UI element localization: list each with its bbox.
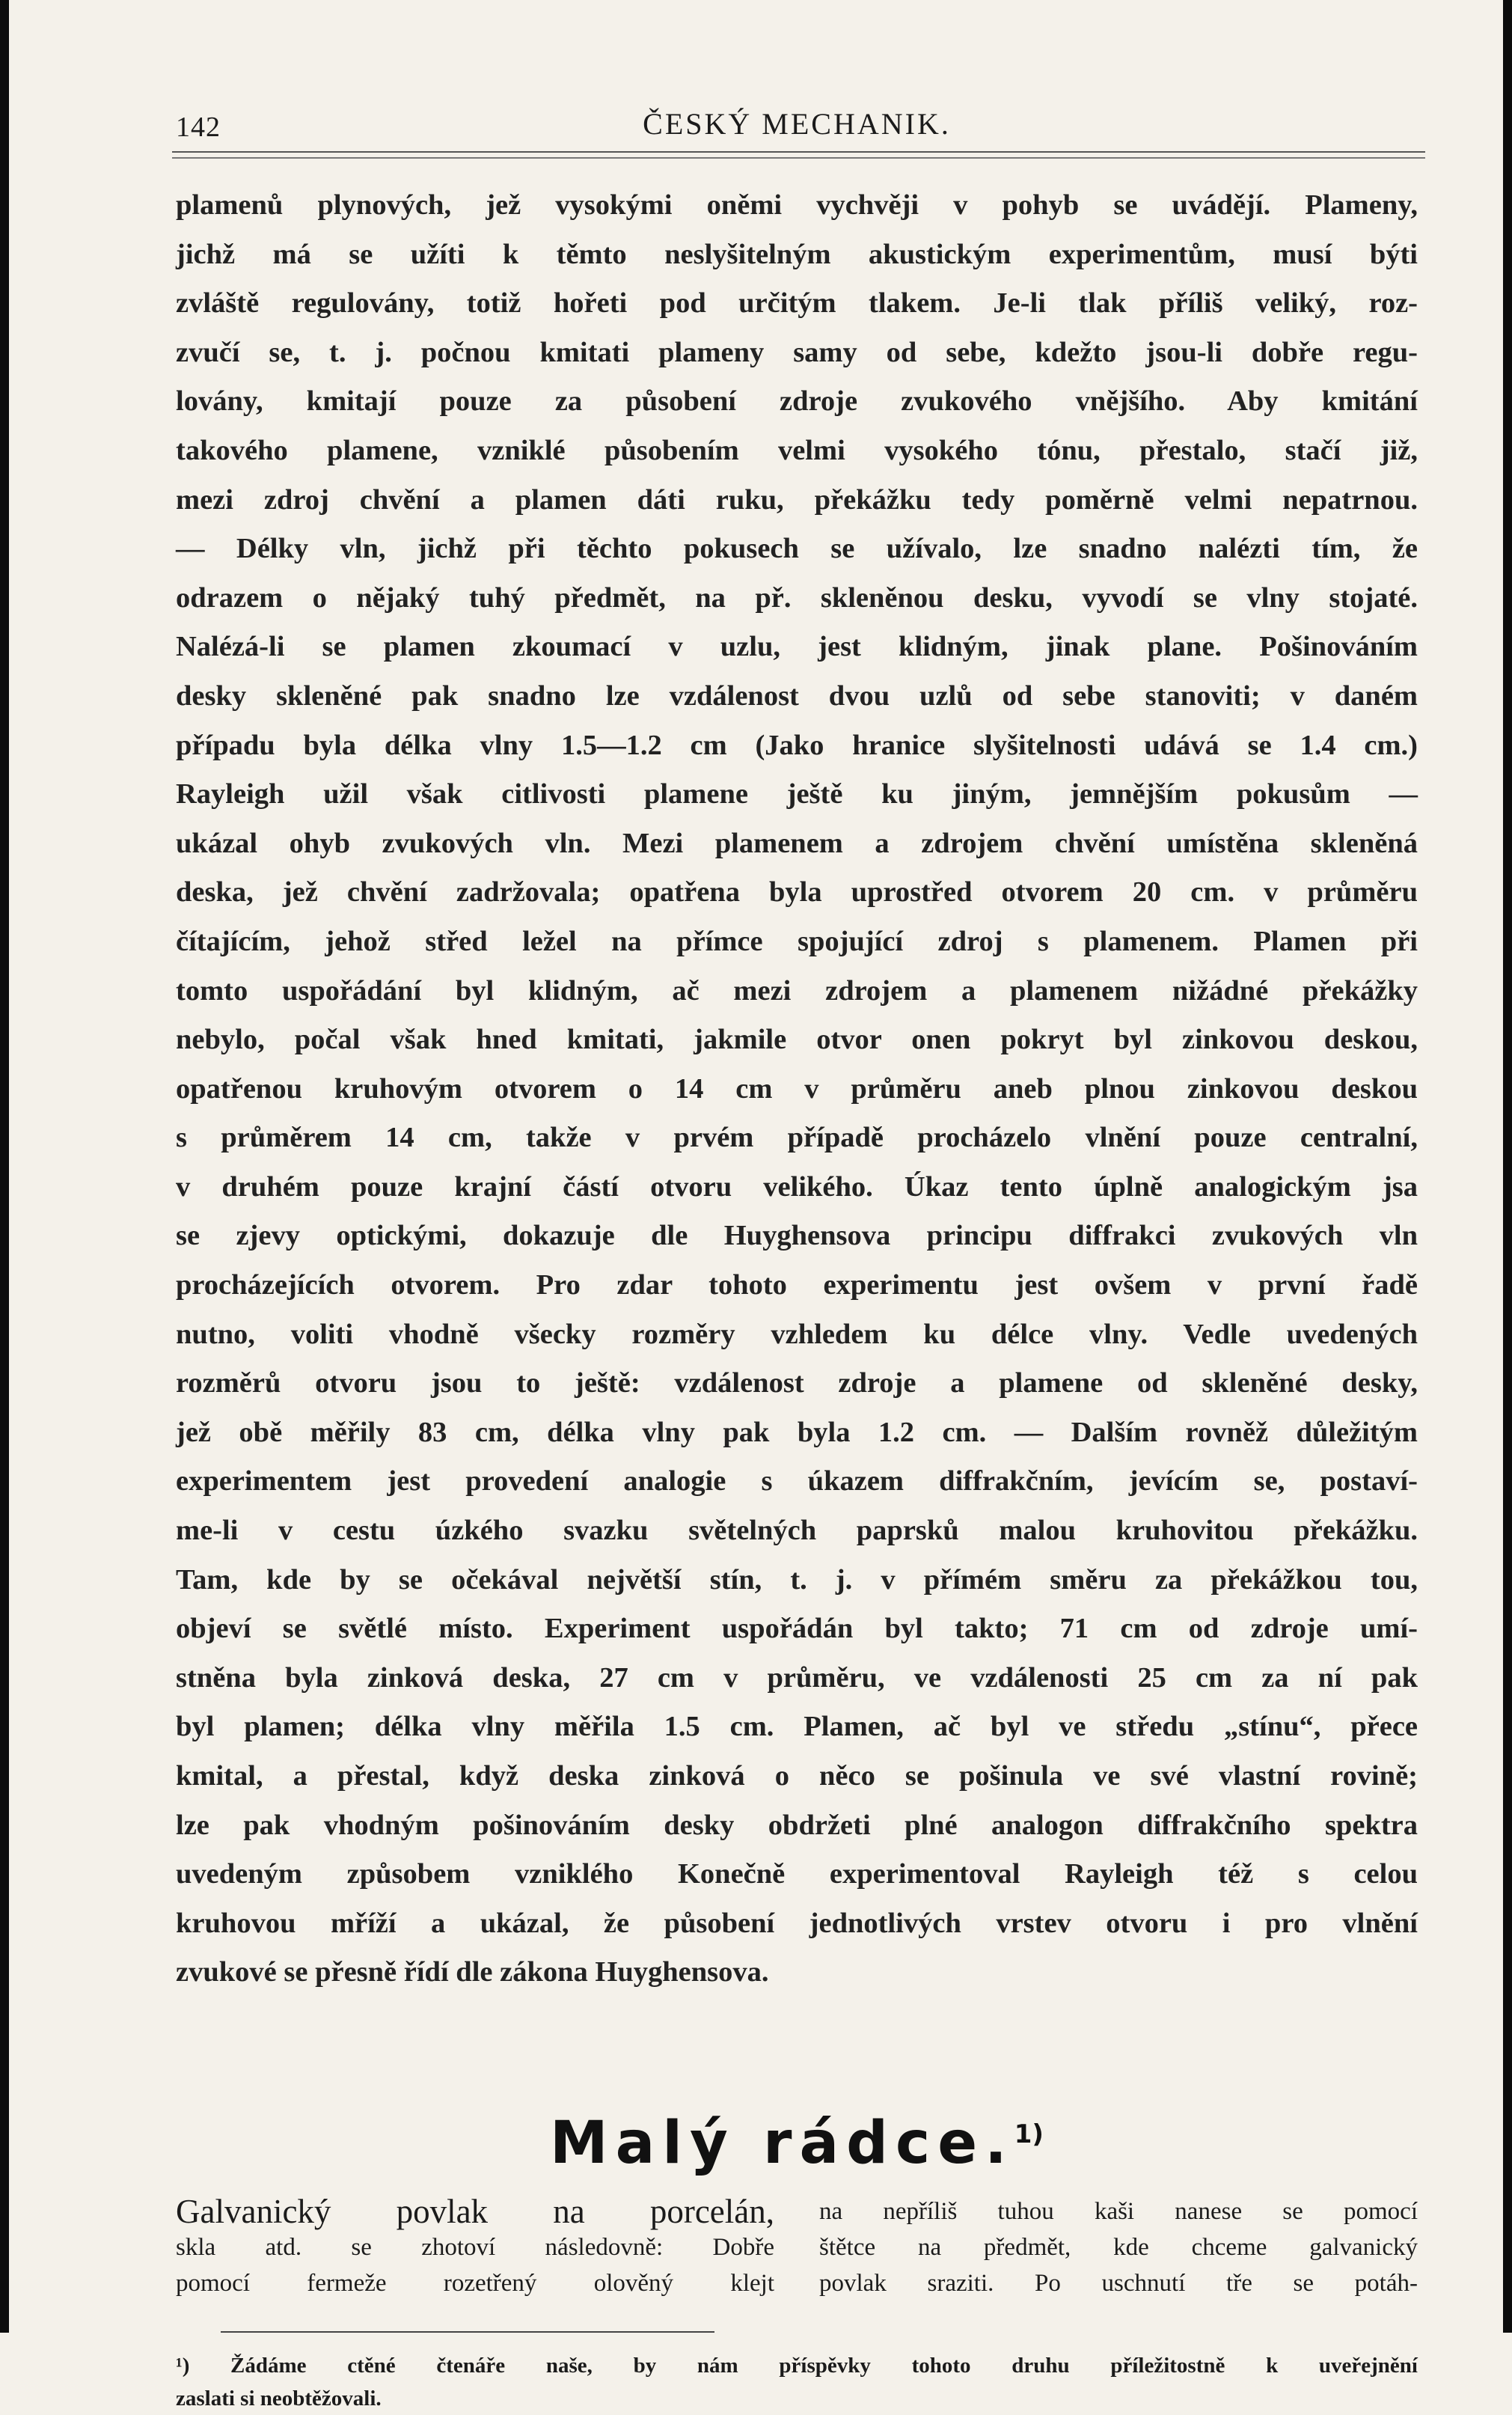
text-line: objeví se světlé místo. Experiment uspořádán byl takto; 71 cm od zdroje umí-	[176, 1613, 1418, 1645]
text-line: odrazem o nějaký tuhý předmět, na př. skleněnou desku, vyvodí se vlny stojaté.	[176, 581, 1418, 614]
text-line: zvučí se, t. j. počnou kmitati plameny samy od sebe, kdežto jsou-li dobře regu-	[176, 336, 1418, 368]
text-line: mezi zdroj chvění a plamen dáti ruku, překážku tedy poměrně velmi nepatrnou.	[176, 483, 1418, 516]
text-line: plamenů plynových, jež vysokými oněmi vychvěji v pohyb se uvádějí. Plameny,	[176, 189, 1418, 221]
running-head	[176, 97, 1418, 150]
header-rule	[172, 151, 1425, 159]
text-line: se zjevy optickými, dokazuje dle Huyghensova principu diffrakci zvukových vln	[176, 1220, 1418, 1252]
text-line: deska, jež chvění zadržovala; opatřena byla uprostřed otvorem 20 cm. v průměru	[176, 876, 1418, 909]
footnote	[176, 2349, 1418, 2415]
text-line: ukázal ohyb zvukových vln. Mezi plamenem a zdrojem chvění umístěna skleněná	[176, 827, 1418, 859]
footnote-line: ¹) Žádáme ctěné čtenáře naše, by nám příspěvky tohoto druhu příležitostně k uveřejnění	[176, 2353, 1418, 2378]
text-line: me-li v cestu úzkého svazku světelných paprsků malou kruhovitou překážku.	[176, 1515, 1418, 1547]
text-line: případu byla délka vlny 1.5—1.2 cm (Jako hranice slyšitelnosti udává se 1.4 cm.)	[176, 729, 1418, 761]
text-line: zvukové se přesně řídí dle zákona Huyghensova.	[176, 1956, 769, 1988]
tip-text-line: na nepříliš tuhou kaši nanese se pomocí	[819, 2197, 1418, 2225]
text-line: — Délky vln, jichž při těchto pokusech se užívalo, lze snadno nalézti tím, že	[176, 533, 1418, 565]
text-line: Tam, kde by se očekával největší stín, t. j. v přímém směru za překážkou tou,	[176, 1563, 1418, 1596]
text-line: lze pak vhodným pošinováním desky obdržeti plné analogon diffrakčního spektra	[176, 1809, 1418, 1841]
tip-text-line: pomocí fermeže rozetřený olověný klejt	[176, 2269, 774, 2297]
journal-title: ČESKÝ MECHANIK.	[643, 107, 951, 141]
text-line: zvláště regulovány, totiž hořeti pod určitým tlakem. Je-li tlak příliš veliký, roz-	[176, 287, 1418, 320]
text-line: takového plamene, vzniklé působením velmi vysokého tónu, přestalo, stačí již,	[176, 434, 1418, 466]
text-line: procházejících otvorem. Pro zdar tohoto experimentu jest ovšem v první řadě	[176, 1269, 1418, 1301]
tip-text-line: skla atd. se zhotoví následovně: Dobře	[176, 2233, 774, 2261]
text-line: kruhovou mříží a ukázal, že působení jednotlivých vrstev otvoru i pro vlnění	[176, 1907, 1418, 1939]
tip-text-line: Galvanický povlak na porcelán,	[176, 2192, 774, 2230]
section-title	[176, 2110, 1418, 2177]
text-line: Nalézá-li se plamen zkoumací v uzlu, jest klidným, jinak plane. Pošinováním	[176, 631, 1418, 663]
scan-border-left	[0, 0, 9, 2333]
text-line: nutno, voliti vhodně všecky rozměry vzhledem ku délce vlny. Vedle uvedených	[176, 1318, 1418, 1350]
text-line: uvedeným způsobem vzniklého Konečně experimentoval Rayleigh též s celou	[176, 1858, 1418, 1890]
text-line: byl plamen; délka vlny měřila 1.5 cm. Plamen, ač byl ve středu „stínu“, přece	[176, 1711, 1418, 1743]
text-line: lovány, kmitají pouze za působení zdroje zvukového vnějšího. Aby kmitání	[176, 385, 1418, 418]
text-line: čítajícím, jehož střed ležel na přímce spojující zdroj s plamenem. Plamen při	[176, 925, 1418, 957]
text-line: Rayleigh užil však citlivosti plamene ještě ku jiným, jemnějším pokusům —	[176, 778, 1418, 810]
tips-right-column	[819, 2193, 1418, 2301]
text-line: jichž má se užíti k těmto neslyšitelným akustickým experimentům, musí býti	[176, 238, 1418, 270]
footnote-line: zaslati si neobtěžovali.	[176, 2386, 382, 2411]
document-page	[176, 97, 1418, 2415]
text-line: v druhém pouze krajní částí otvoru velikého. Úkaz tento úplně analogickým jsa	[176, 1170, 1418, 1203]
section-title-note: 1)	[1014, 2119, 1044, 2149]
section-title-text: Malý rádce.	[550, 2109, 1014, 2177]
text-line: kmital, a přestal, když deska zinková o něco se pošinula ve své vlastní rovině;	[176, 1760, 1418, 1792]
tip-text-line: štětce na předmět, kde chceme galvanický	[819, 2233, 1418, 2261]
text-line: rozměrů otvoru jsou to ještě: vzdálenost zdroje a plamene od skleněné desky,	[176, 1367, 1418, 1399]
scan-border-right	[1503, 0, 1512, 2333]
text-line: experimentem jest provedení analogie s úkazem diffrakčním, jevícím se, postaví-	[176, 1465, 1418, 1497]
article-body	[176, 181, 1418, 1997]
text-line: s průměrem 14 cm, takže v prvém případě procházelo vlnění pouze centralní,	[176, 1122, 1418, 1154]
text-line: jež obě měřily 83 cm, délka vlny pak byla 1.2 cm. — Dalším rovněž důležitým	[176, 1416, 1418, 1448]
tips-left-column	[176, 2193, 774, 2301]
page-number: 142	[176, 112, 221, 143]
tips-columns	[176, 2193, 1418, 2301]
text-line: opatřenou kruhovým otvorem o 14 cm v průměru aneb plnou zinkovou deskou	[176, 1072, 1418, 1105]
text-line: tomto uspořádání byl klidným, ač mezi zdrojem a plamenem nižádné překážky	[176, 974, 1418, 1007]
text-line: stněna byla zinková deska, 27 cm v průměru, ve vzdálenosti 25 cm za ní pak	[176, 1661, 1418, 1694]
text-line: nebylo, počal však hned kmitati, jakmile otvor onen pokryt byl zinkovou deskou,	[176, 1024, 1418, 1056]
text-line: desky skleněné pak snadno lze vzdálenost dvou uzlů od sebe stanoviti; v daném	[176, 680, 1418, 712]
tip-text-line: povlak sraziti. Po uschnutí tře se potáh-	[819, 2269, 1418, 2297]
